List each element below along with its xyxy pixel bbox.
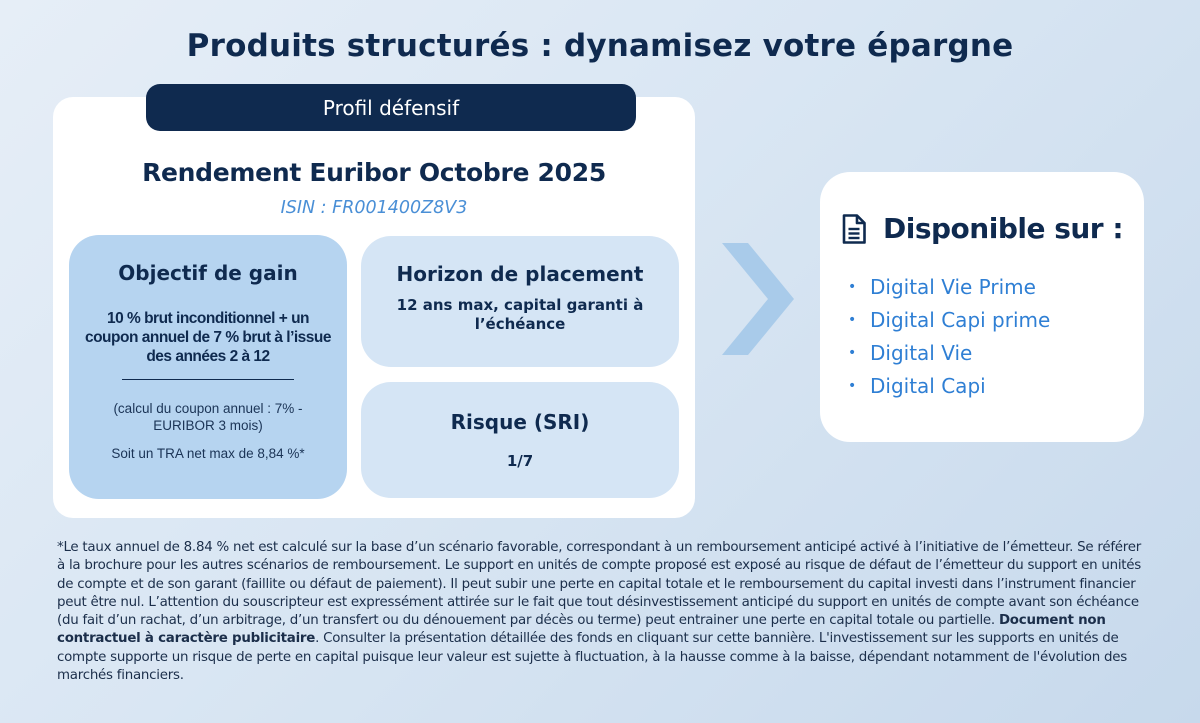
risk-box xyxy=(361,382,679,498)
gain-tra: Soit un TRA net max de 8,84 %* xyxy=(111,446,305,461)
bullet-icon: • xyxy=(848,311,857,328)
availability-title: Disponible sur : xyxy=(883,212,1124,245)
availability-list xyxy=(848,270,1050,402)
gain-divider xyxy=(122,379,294,380)
document-icon xyxy=(842,214,866,244)
bullet-icon: • xyxy=(848,344,857,361)
contract-name: Digital Capi xyxy=(870,373,986,398)
chevron-right-icon xyxy=(722,243,794,355)
contract-name: Digital Capi prime xyxy=(870,307,1051,332)
list-item[interactable] xyxy=(848,369,1050,402)
product-isin: ISIN : FR001400Z8V3 xyxy=(280,198,468,218)
profile-label: Profil défensif xyxy=(322,95,460,120)
contract-name: Digital Vie Prime xyxy=(870,274,1036,299)
risk-value: 1/7 xyxy=(506,452,534,470)
list-item[interactable] xyxy=(848,303,1050,336)
gain-calculation: (calcul du coupon annuel : 7% - EURIBOR 3 mois) xyxy=(113,401,303,433)
legal-disclaimer[interactable] xyxy=(57,539,1147,685)
disclaimer-text: *Le taux annuel de 8.84 % net est calculé sur la base d’un scénario favorable, correspondant à un remboursement anticipé activé à l’initiative de l’émetteur. Se référer à la brochure pour les autres scénarios de remboursement. Le support en unités de compte proposé est exposé au risque de défaut de l’émetteur du support en unités de compte et de son garant (faillite ou défaut de paiement). Il peut subir une perte en capital totale et le remboursement du capital investi dans l’instrument financier peut être nul. L’attention du souscripteur est expressément attirée sur le fait que tout désinvestissement anticipé du support en unités de compte avant son échéance (du fait d’un rachat, d’un arbitrage, d’un transfert ou du dénouement par décès ou terme) peut entrainer une perte en capital totale ou partielle. xyxy=(57,540,1142,629)
list-item[interactable] xyxy=(848,336,1050,369)
availability-header xyxy=(842,212,1123,245)
bullet-icon: • xyxy=(848,377,857,394)
gain-objective-box xyxy=(69,235,347,499)
risk-title: Risque (SRI) xyxy=(450,410,590,434)
horizon-box xyxy=(361,236,679,367)
gain-title: Objectif de gain xyxy=(118,261,298,285)
page-title: Produits structurés : dynamisez votre épargne xyxy=(186,28,1014,64)
gain-description: 10 % brut inconditionnel + un coupon annuel de 7 % brut à l’issue des années 2 à 12 xyxy=(84,310,332,365)
disclaimer-text-end: . Consulter la présentation détaillée des fonds en cliquant sur cette bannière. L'investissement sur les supports en unités de compte supporte un risque de perte en capital puisque leur valeur est sujette à fluctuation, à la hausse comme à la baisse, dépendant notamment de l'évolution des marchés financiers. xyxy=(57,631,1127,684)
contract-name: Digital Vie xyxy=(870,340,973,365)
product-name: Rendement Euribor Octobre 2025 xyxy=(142,158,606,187)
horizon-title: Horizon de placement xyxy=(396,262,644,286)
disclaimer-bold: Document non contractuel à caractère publicitaire xyxy=(57,613,1106,647)
list-item[interactable] xyxy=(848,270,1050,303)
profile-badge xyxy=(146,84,636,131)
bullet-icon: • xyxy=(848,278,857,295)
horizon-description: 12 ans max, capital garanti à l’échéance xyxy=(396,296,644,333)
